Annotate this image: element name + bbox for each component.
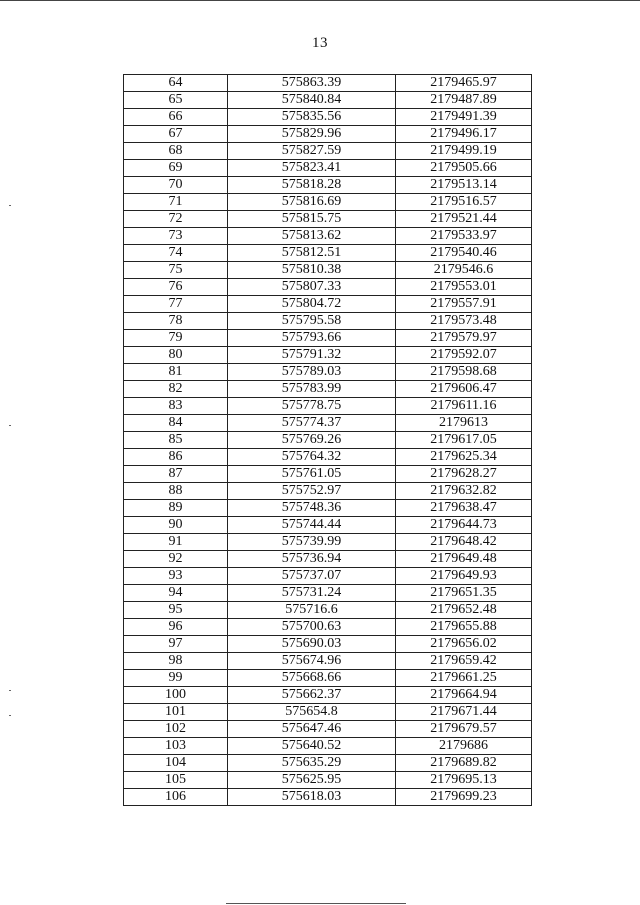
y-coordinate-cell: 2179625.34: [396, 449, 532, 466]
table-row: [124, 160, 532, 177]
table-row: [124, 143, 532, 160]
y-coordinate-cell: 2179533.97: [396, 228, 532, 245]
x-coordinate-cell: 575835.56: [228, 109, 396, 126]
x-coordinate-cell: 575813.62: [228, 228, 396, 245]
x-coordinate-cell: 575739.99: [228, 534, 396, 551]
table-row: [124, 432, 532, 449]
table-row: [124, 75, 532, 92]
x-coordinate-cell: 575793.66: [228, 330, 396, 347]
y-coordinate-cell: 2179649.93: [396, 568, 532, 585]
table-row: [124, 415, 532, 432]
point-number-cell: 81: [124, 364, 228, 381]
x-coordinate-cell: 575774.37: [228, 415, 396, 432]
point-number-cell: 90: [124, 517, 228, 534]
x-coordinate-cell: 575863.39: [228, 75, 396, 92]
x-coordinate-cell: 575804.72: [228, 296, 396, 313]
point-number-cell: 77: [124, 296, 228, 313]
table-row: [124, 381, 532, 398]
point-number-cell: 102: [124, 721, 228, 738]
point-number-cell: 78: [124, 313, 228, 330]
point-number-cell: 75: [124, 262, 228, 279]
y-coordinate-cell: 2179648.42: [396, 534, 532, 551]
table-row: [124, 109, 532, 126]
point-number-cell: 101: [124, 704, 228, 721]
y-coordinate-cell: 2179487.89: [396, 92, 532, 109]
y-coordinate-cell: 2179649.48: [396, 551, 532, 568]
point-number-cell: 72: [124, 211, 228, 228]
point-number-cell: 99: [124, 670, 228, 687]
y-coordinate-cell: 2179655.88: [396, 619, 532, 636]
y-coordinate-cell: 2179516.57: [396, 194, 532, 211]
y-coordinate-cell: 2179521.44: [396, 211, 532, 228]
y-coordinate-cell: 2179664.94: [396, 687, 532, 704]
x-coordinate-cell: 575789.03: [228, 364, 396, 381]
y-coordinate-cell: 2179661.25: [396, 670, 532, 687]
point-number-cell: 100: [124, 687, 228, 704]
table-row: [124, 585, 532, 602]
point-number-cell: 95: [124, 602, 228, 619]
y-coordinate-cell: 2179465.97: [396, 75, 532, 92]
y-coordinate-cell: 2179557.91: [396, 296, 532, 313]
table-row: [124, 262, 532, 279]
table-row: [124, 653, 532, 670]
margin-mark: [9, 425, 11, 426]
table-row: [124, 568, 532, 585]
point-number-cell: 94: [124, 585, 228, 602]
x-coordinate-cell: 575769.26: [228, 432, 396, 449]
x-coordinate-cell: 575618.03: [228, 789, 396, 806]
y-coordinate-cell: 2179613: [396, 415, 532, 432]
point-number-cell: 64: [124, 75, 228, 92]
table-row: [124, 194, 532, 211]
x-coordinate-cell: 575761.05: [228, 466, 396, 483]
y-coordinate-cell: 2179579.97: [396, 330, 532, 347]
point-number-cell: 73: [124, 228, 228, 245]
y-coordinate-cell: 2179651.35: [396, 585, 532, 602]
y-coordinate-cell: 2179496.17: [396, 126, 532, 143]
y-coordinate-cell: 2179679.57: [396, 721, 532, 738]
margin-mark: [9, 205, 11, 206]
y-coordinate-cell: 2179695.13: [396, 772, 532, 789]
point-number-cell: 69: [124, 160, 228, 177]
page-number: 13: [312, 35, 328, 51]
table-row: [124, 789, 532, 806]
x-coordinate-cell: 575662.37: [228, 687, 396, 704]
x-coordinate-cell: 575635.29: [228, 755, 396, 772]
point-number-cell: 84: [124, 415, 228, 432]
y-coordinate-cell: 2179611.16: [396, 398, 532, 415]
point-number-cell: 96: [124, 619, 228, 636]
table-row: [124, 211, 532, 228]
point-number-cell: 80: [124, 347, 228, 364]
y-coordinate-cell: 2179632.82: [396, 483, 532, 500]
y-coordinate-cell: 2179573.48: [396, 313, 532, 330]
x-coordinate-cell: 575795.58: [228, 313, 396, 330]
point-number-cell: 76: [124, 279, 228, 296]
coordinates-table: [123, 74, 532, 806]
table-row: [124, 449, 532, 466]
margin-mark: [9, 715, 11, 716]
point-number-cell: 68: [124, 143, 228, 160]
table-row: [124, 279, 532, 296]
x-coordinate-cell: 575791.32: [228, 347, 396, 364]
point-number-cell: 93: [124, 568, 228, 585]
table-row: [124, 92, 532, 109]
x-coordinate-cell: 575654.8: [228, 704, 396, 721]
x-coordinate-cell: 575783.99: [228, 381, 396, 398]
x-coordinate-cell: 575840.84: [228, 92, 396, 109]
y-coordinate-cell: 2179671.44: [396, 704, 532, 721]
table-row: [124, 483, 532, 500]
table-row: [124, 228, 532, 245]
table-row: [124, 330, 532, 347]
y-coordinate-cell: 2179686: [396, 738, 532, 755]
point-number-cell: 106: [124, 789, 228, 806]
bottom-rule: [226, 903, 406, 904]
point-number-cell: 83: [124, 398, 228, 415]
x-coordinate-cell: 575647.46: [228, 721, 396, 738]
point-number-cell: 85: [124, 432, 228, 449]
x-coordinate-cell: 575807.33: [228, 279, 396, 296]
table-row: [124, 245, 532, 262]
y-coordinate-cell: 2179540.46: [396, 245, 532, 262]
point-number-cell: 86: [124, 449, 228, 466]
x-coordinate-cell: 575810.38: [228, 262, 396, 279]
x-coordinate-cell: 575764.32: [228, 449, 396, 466]
x-coordinate-cell: 575818.28: [228, 177, 396, 194]
table-row: [124, 755, 532, 772]
table-row: [124, 551, 532, 568]
table-row: [124, 687, 532, 704]
y-coordinate-cell: 2179659.42: [396, 653, 532, 670]
point-number-cell: 79: [124, 330, 228, 347]
table-row: [124, 500, 532, 517]
coordinates-table-body: [124, 75, 532, 806]
x-coordinate-cell: 575812.51: [228, 245, 396, 262]
x-coordinate-cell: 575829.96: [228, 126, 396, 143]
y-coordinate-cell: 2179652.48: [396, 602, 532, 619]
margin-mark: [9, 690, 11, 691]
x-coordinate-cell: 575815.75: [228, 211, 396, 228]
y-coordinate-cell: 2179638.47: [396, 500, 532, 517]
top-rule: [0, 0, 640, 1]
y-coordinate-cell: 2179499.19: [396, 143, 532, 160]
point-number-cell: 91: [124, 534, 228, 551]
table-row: [124, 313, 532, 330]
table-row: [124, 534, 532, 551]
point-number-cell: 74: [124, 245, 228, 262]
point-number-cell: 103: [124, 738, 228, 755]
point-number-cell: 70: [124, 177, 228, 194]
table-row: [124, 364, 532, 381]
table-row: [124, 177, 532, 194]
point-number-cell: 66: [124, 109, 228, 126]
x-coordinate-cell: 575744.44: [228, 517, 396, 534]
point-number-cell: 92: [124, 551, 228, 568]
table-row: [124, 670, 532, 687]
y-coordinate-cell: 2179628.27: [396, 466, 532, 483]
table-row: [124, 347, 532, 364]
x-coordinate-cell: 575816.69: [228, 194, 396, 211]
y-coordinate-cell: 2179505.66: [396, 160, 532, 177]
x-coordinate-cell: 575640.52: [228, 738, 396, 755]
x-coordinate-cell: 575748.36: [228, 500, 396, 517]
table-row: [124, 296, 532, 313]
point-number-cell: 104: [124, 755, 228, 772]
point-number-cell: 71: [124, 194, 228, 211]
x-coordinate-cell: 575823.41: [228, 160, 396, 177]
x-coordinate-cell: 575690.03: [228, 636, 396, 653]
y-coordinate-cell: 2179606.47: [396, 381, 532, 398]
table-row: [124, 602, 532, 619]
table-row: [124, 466, 532, 483]
y-coordinate-cell: 2179689.82: [396, 755, 532, 772]
y-coordinate-cell: 2179598.68: [396, 364, 532, 381]
table-row: [124, 704, 532, 721]
x-coordinate-cell: 575668.66: [228, 670, 396, 687]
table-row: [124, 126, 532, 143]
x-coordinate-cell: 575716.6: [228, 602, 396, 619]
x-coordinate-cell: 575737.07: [228, 568, 396, 585]
point-number-cell: 82: [124, 381, 228, 398]
point-number-cell: 97: [124, 636, 228, 653]
y-coordinate-cell: 2179617.05: [396, 432, 532, 449]
y-coordinate-cell: 2179546.6: [396, 262, 532, 279]
x-coordinate-cell: 575778.75: [228, 398, 396, 415]
point-number-cell: 105: [124, 772, 228, 789]
table-row: [124, 517, 532, 534]
y-coordinate-cell: 2179592.07: [396, 347, 532, 364]
x-coordinate-cell: 575674.96: [228, 653, 396, 670]
table-row: [124, 721, 532, 738]
x-coordinate-cell: 575700.63: [228, 619, 396, 636]
x-coordinate-cell: 575827.59: [228, 143, 396, 160]
point-number-cell: 65: [124, 92, 228, 109]
table-row: [124, 619, 532, 636]
y-coordinate-cell: 2179553.01: [396, 279, 532, 296]
point-number-cell: 98: [124, 653, 228, 670]
table-row: [124, 636, 532, 653]
point-number-cell: 67: [124, 126, 228, 143]
x-coordinate-cell: 575625.95: [228, 772, 396, 789]
table-row: [124, 398, 532, 415]
y-coordinate-cell: 2179656.02: [396, 636, 532, 653]
y-coordinate-cell: 2179644.73: [396, 517, 532, 534]
point-number-cell: 88: [124, 483, 228, 500]
x-coordinate-cell: 575736.94: [228, 551, 396, 568]
y-coordinate-cell: 2179699.23: [396, 789, 532, 806]
table-row: [124, 738, 532, 755]
y-coordinate-cell: 2179491.39: [396, 109, 532, 126]
point-number-cell: 87: [124, 466, 228, 483]
x-coordinate-cell: 575752.97: [228, 483, 396, 500]
point-number-cell: 89: [124, 500, 228, 517]
y-coordinate-cell: 2179513.14: [396, 177, 532, 194]
table-row: [124, 772, 532, 789]
x-coordinate-cell: 575731.24: [228, 585, 396, 602]
